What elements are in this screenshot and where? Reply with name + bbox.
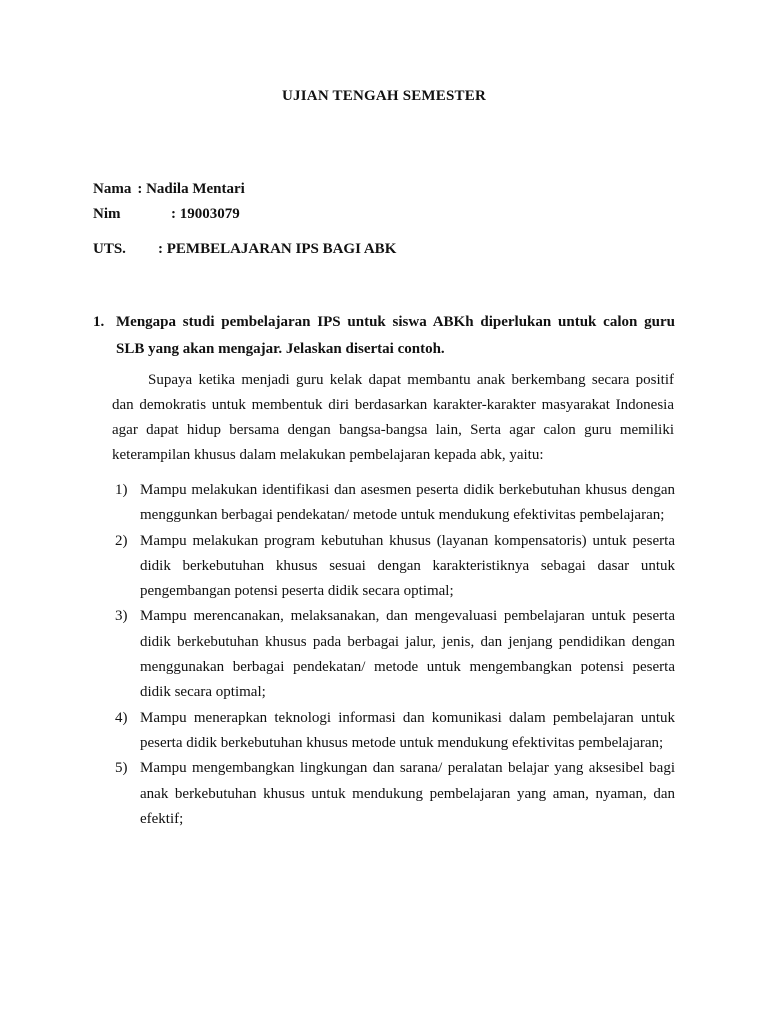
nim-label: Nim [93, 206, 121, 222]
list-item-text: Mampu mengembangkan lingkungan dan sarana/ peralatan belajar yang aksesibel bagi anak berkebutuhan khusus untuk mendukung pembelajaran yang aman, nyaman, dan efektif; [140, 760, 675, 827]
nama-value: : Nadila Mentari [137, 181, 245, 197]
list-item [115, 756, 675, 832]
list-item-number: 5) [115, 760, 128, 777]
list-item-number: 2) [115, 532, 128, 549]
list-item-number: 3) [115, 608, 128, 625]
list-item-number: 4) [115, 709, 128, 726]
question-number: 1. [93, 314, 105, 330]
meta-nama-row [93, 181, 245, 198]
answer-list [115, 478, 675, 832]
question-text: Mengapa studi pembelajaran IPS untuk siswa ABKh diperlukan untuk calon guru SLB yang akan mengajar. Jelaskan disertai contoh. [116, 314, 675, 357]
question-1 [93, 309, 675, 363]
list-item-text: Mampu melakukan identifikasi dan asesmen peserta didik berkebutuhan khusus dengan menggunkan berbagai pendekatan/ metode untuk mendukung efektivitas pembelajaran; [140, 482, 675, 524]
answer-intro-paragraph: Supaya ketika menjadi guru kelak dapat membantu anak berkembang secara positif dan demokratis untuk membentuk diri berdasarkan karakter-karakter masyarakat Indonesia agar dapat hidup bersama dengan bangsa-bangsa lain, Serta agar calon guru memiliki keterampilan khusus dalam melakukan pembelajaran kepada abk, yaitu: [112, 372, 674, 463]
uts-label: UTS. [93, 241, 126, 257]
list-item-text: Mampu melakukan program kebutuhan khusus (layanan kompensatoris) untuk peserta didik berkebutuhan khusus sesuai dengan karakteristiknya sebagai dasar untuk pengembangan potensi peserta didik secara optimal; [140, 532, 675, 600]
list-item [115, 529, 675, 605]
uts-value: : PEMBELAJARAN IPS BAGI ABK [158, 241, 397, 257]
document-title: UJIAN TENGAH SEMESTER [282, 88, 486, 104]
meta-uts-row [93, 241, 396, 258]
list-item [115, 478, 675, 529]
meta-nim-row [93, 206, 240, 223]
list-item-text: Mampu merencanakan, melaksanakan, dan mengevaluasi pembelajaran untuk peserta didik berkebutuhan khusus pada berbagai jalur, jenis, dan jenjang pendidikan dengan menggunakan berbagai pendekatan/ metode untuk mengembangkan potensi peserta didik secara optimal; [140, 608, 675, 701]
nama-label: Nama [93, 181, 132, 197]
list-item-text: Mampu menerapkan teknologi informasi dan komunikasi dalam pembelajaran untuk peserta didik berkebutuhan khusus metode untuk mendukung efektivitas pembelajaran; [140, 709, 675, 751]
list-item [115, 706, 675, 757]
list-item [115, 604, 675, 705]
list-item-number: 1) [115, 482, 128, 498]
nim-value: : 19003079 [171, 206, 240, 222]
